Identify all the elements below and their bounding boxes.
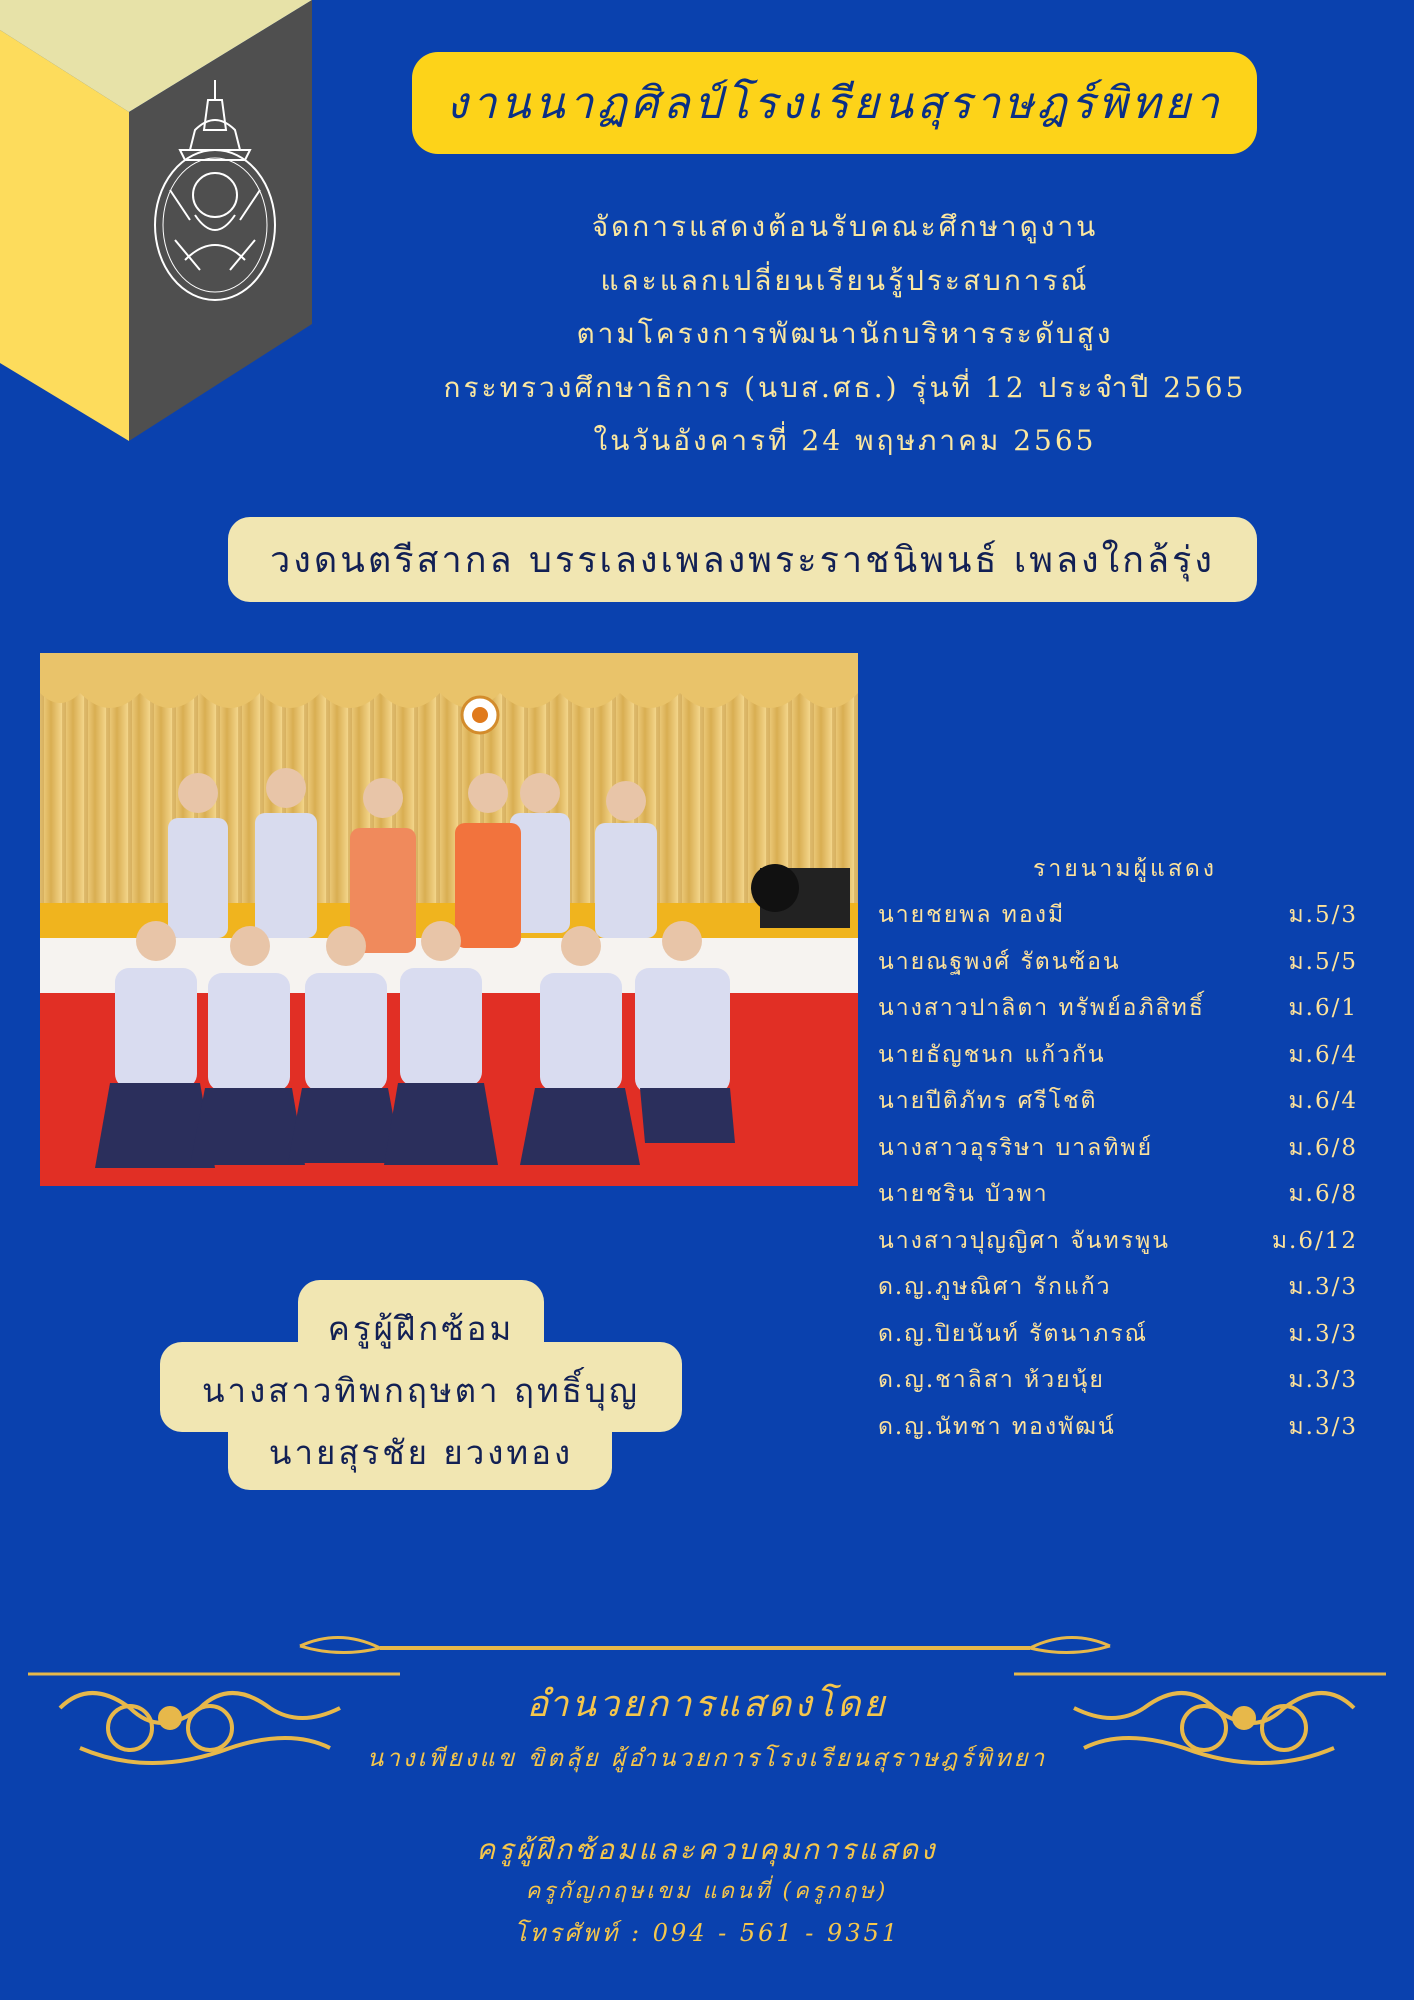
intro-line: กระทรวงศึกษาธิการ (นบส.ศธ.) รุ่นที่ 12 ประจำปี 2565 xyxy=(443,370,1247,404)
director-heading: อำนวยการแสดงโดย xyxy=(526,1684,888,1725)
performer-name: ด.ญ.นัทชา ทองพัฒน์ xyxy=(878,1413,1116,1440)
performer-class: ม.5/3 xyxy=(1288,902,1358,928)
performer-class: ม.6/8 xyxy=(1288,1181,1358,1207)
performer-name: นางสาวปาลิตา ทรัพย์อภิสิทธิ์ xyxy=(878,995,1205,1021)
roster-row xyxy=(878,1404,1388,1451)
performer-name: นางสาวอุรริษา บาลทิพย์ xyxy=(878,1134,1154,1161)
intro-line: ในวันอังคารที่ 24 พฤษภาคม 2565 xyxy=(593,424,1097,457)
performer-class: ม.5/5 xyxy=(1288,948,1358,975)
performer-name: ด.ญ.ปิยนันท์ รัตนาภรณ์ xyxy=(878,1320,1148,1347)
coach-name-1: นางสาวทิพกฤษตา ฤทธิ์บุญ xyxy=(201,1371,640,1410)
intro-line: และแลกเปลี่ยนเรียนรู้ประสบการณ์ xyxy=(600,263,1090,297)
performer-class: ม.6/8 xyxy=(1288,1134,1358,1161)
performer-class: ม.6/12 xyxy=(1271,1227,1358,1254)
performer-class: ม.6/4 xyxy=(1288,1088,1358,1114)
performer-class: ม.6/4 xyxy=(1288,1041,1358,1068)
performer-name: ด.ญ.ภูษณิศา รักแก้ว xyxy=(878,1274,1112,1300)
performer-name: ด.ญ.ชาลิสา ห้วยนุ้ย xyxy=(878,1367,1105,1393)
roster-row xyxy=(878,1357,1388,1404)
roster-title: รายนามผู้แสดง xyxy=(1032,856,1218,882)
performer-class: ม.3/3 xyxy=(1288,1320,1358,1347)
band-title: วงดนตรีสากล บรรเลงเพลงพระราชนิพนธ์ เพลงใกล้รุ่ง xyxy=(270,540,1215,581)
coach-block xyxy=(160,1280,682,1490)
coach-heading: ครูผู้ฝึกซ้อม xyxy=(327,1309,515,1348)
trainer-heading: ครูผู้ฝึกซ้อมและควบคุมการแสดง xyxy=(476,1833,938,1866)
roster-row xyxy=(878,1264,1388,1311)
performer-class: ม.3/3 xyxy=(1288,1274,1358,1300)
group-photo xyxy=(40,653,858,1186)
performer-class: ม.6/1 xyxy=(1288,995,1358,1021)
performer-name: นายชยพล ทองมี xyxy=(878,902,1066,928)
performer-name: นายธัญชนก แก้วกัน xyxy=(878,1041,1106,1068)
performer-name: นางสาวปุญญิศา จันทรพูน xyxy=(878,1227,1170,1254)
performer-name: นายชริน บัวพา xyxy=(878,1181,1049,1207)
trainer-line: ครูกัญกฤษเขม แดนที่ (ครูกฤษ) xyxy=(525,1879,889,1904)
band-banner xyxy=(228,517,1257,602)
performer-name: นายปีติภัทร ศรีโชติ xyxy=(878,1088,1098,1114)
performer-class: ม.3/3 xyxy=(1288,1367,1358,1393)
logo-block xyxy=(0,0,320,450)
roster-row xyxy=(878,1311,1388,1358)
intro-text xyxy=(370,200,1320,468)
roster-row xyxy=(878,1032,1388,1079)
title-banner xyxy=(412,52,1257,154)
page-title: งานนาฏศิลป์โรงเรียนสุราษฎร์พิทยา xyxy=(446,78,1223,129)
performer-class: ม.3/3 xyxy=(1288,1413,1358,1440)
phone-line: โทรศัพท์ : 094 - 561 - 9351 xyxy=(513,1919,901,1947)
roster-row xyxy=(878,1125,1388,1172)
intro-line: จัดการแสดงต้อนรับคณะศึกษาดูงาน xyxy=(591,210,1099,243)
roster-row xyxy=(878,892,1388,939)
roster-row xyxy=(878,1218,1388,1265)
director-line: นางเพียงแข ขิตลุ้ย ผู้อำนวยการโรงเรียนสุราษฎร์พิทยา xyxy=(366,1744,1048,1772)
performer-name: นายณฐพงศ์ รัตนซ้อน xyxy=(878,948,1121,975)
roster-row xyxy=(878,939,1388,986)
roster-row xyxy=(878,1171,1388,1218)
coach-name-2: นายสุรชัย ยวงทอง xyxy=(268,1433,574,1472)
roster-row xyxy=(878,1078,1388,1125)
roster-row xyxy=(878,985,1388,1032)
roster-list xyxy=(878,892,1388,1450)
intro-line: ตามโครงการพัฒนานักบริหารระดับสูง xyxy=(576,317,1114,350)
